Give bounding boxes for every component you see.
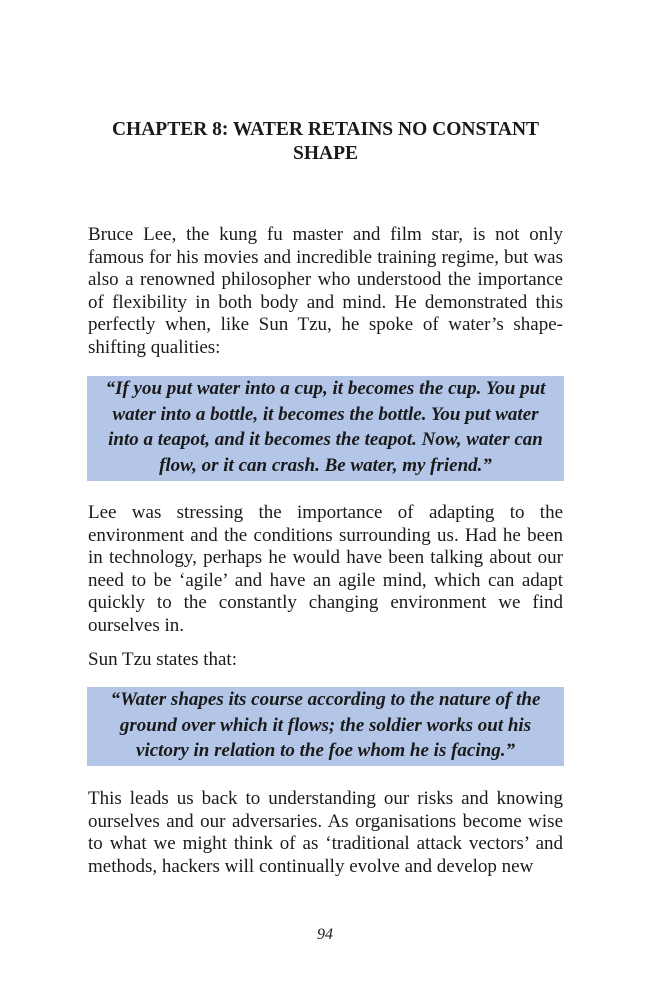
sun-tzu-intro-paragraph: Sun Tzu states that: (88, 649, 237, 670)
chapter-title-line-1: CHAPTER 8: WATER RETAINS NO CONSTANT (111, 119, 540, 140)
intro-paragraph: Bruce Lee, the kung fu master and film star, is not only famous for his movies and incredible training regime, but was also a renowned philosopher who understood the importance of flexibility in both body and mind. He demonstrated this perfectly when, like Sun Tzu, he spoke of water’s shape-shifting qualities: (88, 224, 563, 358)
risks-paragraph: This leads us back to understanding our risks and knowing ourselves and our adversaries. As organisations become wise to what we might think of as ‘traditional attack vectors’ and methods, hackers will continually evolve and develop new (88, 788, 563, 877)
chapter-title-line-2: SHAPE (292, 143, 358, 164)
adaptation-paragraph: Lee was stressing the importance of adapting to the environment and the conditions surrounding us. Had he been in technology, perhaps he would have been talking about our need to be ‘agile’ and have an agile mind, which can adapt quickly to the constantly changing environment we find ourselves in. (88, 502, 563, 636)
sun-tzu-quote-box (87, 687, 564, 766)
sun-tzu-quote: “Water shapes its course according to the nature of the ground over which it flows; the soldier works out his victory in relation to the foe whom he is facing.” (110, 689, 541, 761)
bruce-lee-quote-box (87, 376, 564, 481)
page-number: 94 (317, 926, 333, 943)
bruce-lee-quote: “If you put water into a cup, it becomes the cup. You put water into a bottle, it becomes the bottle. You put water into a teapot, and it becomes the teapot. Now, water can flow, or it can crash. Be water, my friend.” (105, 378, 546, 476)
chapter-title (88, 118, 563, 166)
